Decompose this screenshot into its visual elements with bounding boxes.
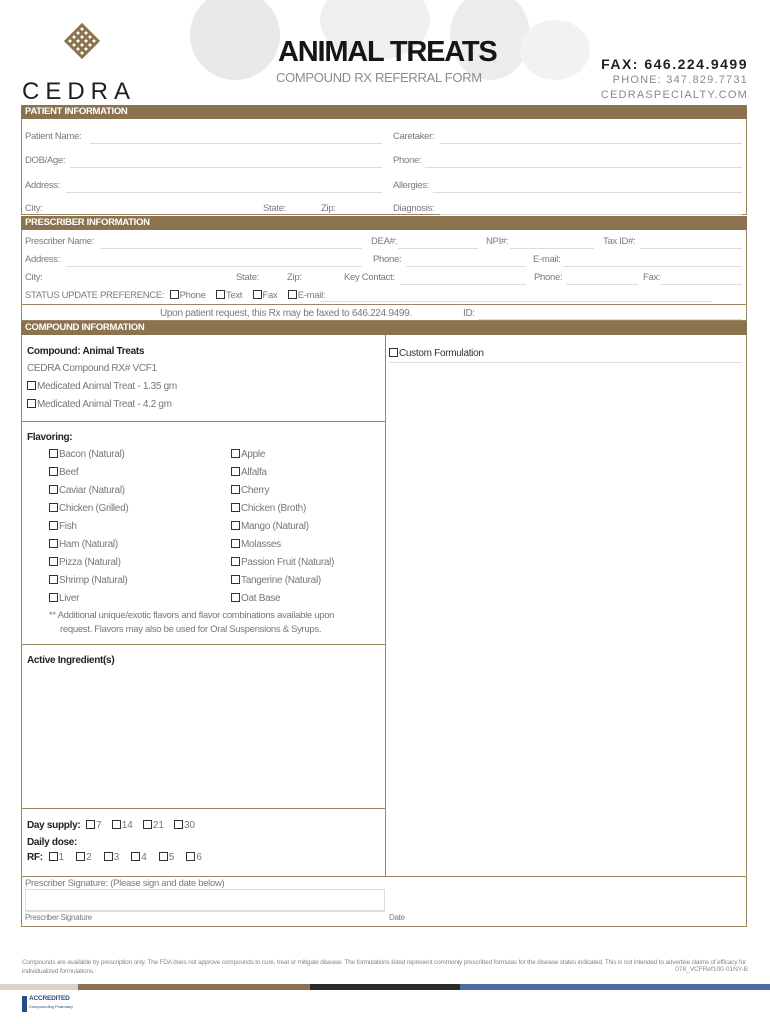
day-supply-value: 30 — [183, 820, 196, 831]
date-input[interactable] — [389, 889, 742, 911]
form-title: ANIMAL TREATS — [278, 36, 497, 68]
flavor-label: Chicken (Grilled) — [59, 503, 129, 514]
patient-name-input[interactable] — [90, 143, 382, 144]
rf-label: RF: — [27, 852, 43, 863]
flavor-label: Mango (Natural) — [241, 521, 309, 532]
custom-formulation-label: Custom Formulation — [399, 348, 484, 359]
status-email-checkbox[interactable] — [288, 290, 297, 299]
patient-state-label: State: — [263, 203, 287, 214]
refill-checkbox-4[interactable] — [159, 852, 168, 861]
date-caption: Date — [389, 913, 405, 922]
refill-value: 4 — [141, 852, 147, 863]
dob-input[interactable] — [70, 167, 382, 168]
prescriber-city-label: City: — [25, 272, 43, 283]
refill-value: 2 — [86, 852, 92, 863]
prescriber-address-input[interactable] — [66, 266, 362, 267]
day-supply-value: 21 — [152, 820, 164, 831]
flavor-label: Tangerine (Natural) — [241, 575, 321, 586]
patient-city-label: City: — [25, 203, 43, 214]
flavor-checkbox[interactable] — [231, 503, 240, 512]
refill-value: 3 — [113, 852, 120, 863]
prescriber-name-input[interactable] — [100, 248, 362, 249]
prescriber-name-label: Prescriber Name: — [25, 236, 95, 247]
contact-phone-input[interactable] — [566, 284, 638, 285]
refill-checkbox-1[interactable] — [76, 852, 85, 861]
npi-label: NPI#: — [486, 236, 509, 247]
flavor-option-right-0 — [231, 449, 265, 460]
flavor-option-right-5 — [231, 539, 281, 550]
day-supply-value: 14 — [121, 820, 133, 831]
flavor-option-left-2 — [49, 485, 125, 496]
badge-icon — [22, 996, 27, 1012]
flavor-label: Caviar (Natural) — [59, 485, 125, 496]
divider — [21, 876, 747, 877]
flavor-checkbox[interactable] — [49, 467, 58, 476]
flavor-label: Chicken (Broth) — [241, 503, 306, 514]
cedra-lattice-icon — [62, 22, 102, 60]
patient-section-header: PATIENT INFORMATION — [21, 105, 747, 119]
daily-dose-label: Daily dose: — [27, 837, 78, 848]
flavor-option-left-8 — [49, 593, 79, 604]
flavor-note-line2: request. Flavors may also be used for Oral Suspensions & Syrups. — [60, 624, 322, 635]
status-fax-checkbox[interactable] — [253, 290, 262, 299]
prescriber-email-input[interactable] — [563, 266, 742, 267]
flavor-label: Bacon (Natural) — [59, 449, 125, 460]
signature-line — [25, 911, 385, 912]
refill-value: 6 — [196, 852, 202, 863]
patient-phone-label: Phone: — [393, 155, 422, 166]
treat-option-1-label: Medicated Animal Treat - 1.35 gm — [37, 381, 177, 392]
custom-formulation — [389, 348, 484, 359]
flavor-checkbox[interactable] — [49, 539, 58, 548]
flavor-checkbox[interactable] — [231, 521, 240, 530]
footer-stripe — [310, 984, 460, 990]
active-ingredients-input[interactable] — [27, 670, 379, 804]
status-text-checkbox[interactable] — [216, 290, 225, 299]
flavor-label: Cherry — [241, 485, 270, 496]
patient-name-label: Patient Name: — [25, 131, 82, 142]
brand-logo-text: CEDRA — [22, 78, 137, 105]
dob-label: DOB/Age: — [25, 155, 66, 166]
flavor-checkbox[interactable] — [49, 593, 58, 602]
allergies-input[interactable] — [433, 192, 742, 193]
status-fax-label: Fax — [262, 290, 278, 301]
patient-address-input[interactable] — [66, 192, 382, 193]
prescriber-phone-input[interactable] — [406, 266, 526, 267]
refill-checkbox-3[interactable] — [131, 852, 140, 861]
active-ingredients-label: Active Ingredient(s) — [27, 655, 115, 666]
day-supply-checkbox-1[interactable] — [112, 820, 121, 829]
flavor-checkbox[interactable] — [49, 521, 58, 530]
flavor-label: Apple — [241, 449, 266, 460]
diagnosis-label: Diagnosis: — [393, 203, 435, 214]
flavor-option-left-3 — [49, 503, 128, 514]
treat-option-1 — [27, 381, 177, 392]
flavor-label: Beef — [59, 467, 79, 478]
day-supply-label: Day supply: — [27, 820, 81, 831]
prescriber-address-label: Address: — [25, 254, 61, 265]
contact-fax-input[interactable] — [660, 284, 742, 285]
refill-value: 5 — [168, 852, 175, 863]
diagnosis-input[interactable] — [440, 214, 742, 215]
footer-stripe — [78, 984, 310, 990]
flavor-checkbox[interactable] — [49, 557, 58, 566]
form-subtitle: COMPOUND RX REFERRAL FORM — [276, 70, 482, 85]
refill-value: 1 — [58, 852, 65, 863]
contact-fax-label: Fax: — [643, 272, 661, 283]
prescriber-zip-label: Zip: — [287, 272, 302, 283]
flavor-label: Shrimp (Natural) — [59, 575, 128, 586]
status-email-input[interactable] — [320, 301, 712, 302]
signature-input[interactable] — [25, 889, 385, 911]
refill-checkbox-2[interactable] — [104, 852, 113, 861]
treat-option-2 — [27, 399, 172, 410]
flavor-option-right-2 — [231, 485, 269, 496]
id-label: ID: — [463, 308, 475, 319]
signature-caption: Prescriber Signature — [25, 913, 92, 922]
prescriber-email-label: E-mail: — [533, 254, 561, 265]
flavor-label: Alfalfa — [241, 467, 267, 478]
patient-phone-input[interactable] — [425, 167, 742, 168]
footer-disclaimer: Compounds are available by prescription only. The FDA does not approve compounds to cure, treat or mitigate disease. The formulations listed represent commonly prescribed formulas for the disease states indicated. This is not intended to advertise claims of efficacy for individualized formulations. — [22, 959, 746, 975]
status-phone-checkbox[interactable] — [170, 290, 179, 299]
custom-formulation-input[interactable] — [389, 362, 742, 363]
day-supply-checkbox-2[interactable] — [143, 820, 152, 829]
footer-stripe — [460, 984, 770, 990]
divider — [21, 421, 385, 422]
flavor-option-right-7 — [231, 575, 321, 586]
refills — [27, 852, 202, 863]
fax-number: FAX: 646.224.9499 — [601, 56, 748, 72]
flavor-option-left-4 — [49, 521, 77, 532]
flavor-checkbox[interactable] — [231, 449, 240, 458]
flavor-label: Liver — [59, 593, 80, 604]
treat-option-1-checkbox[interactable] — [27, 381, 36, 390]
custom-formulation-checkbox[interactable] — [389, 348, 398, 357]
taxid-input[interactable] — [640, 248, 742, 249]
status-text-label: Text — [225, 290, 243, 301]
id-input[interactable] — [478, 319, 742, 320]
status-phone-label: Phone — [179, 290, 206, 301]
refill-checkbox-0[interactable] — [49, 852, 58, 861]
flavor-checkbox[interactable] — [49, 485, 58, 494]
compound-section-header: COMPOUND INFORMATION — [21, 321, 747, 335]
treat-option-2-label: Medicated Animal Treat - 4.2 gm — [37, 399, 172, 410]
patient-address-label: Address: — [25, 180, 61, 191]
flavor-option-right-3 — [231, 503, 306, 514]
divider — [21, 808, 385, 809]
prescriber-state-label: State: — [236, 272, 260, 283]
badge-subtitle: Compounding Pharmacy — [29, 1004, 74, 1009]
refill-checkbox-5[interactable] — [186, 852, 195, 861]
flavor-option-right-8 — [231, 593, 280, 604]
dea-input[interactable] — [398, 248, 478, 249]
prescriber-phone-label: Phone: — [373, 254, 402, 265]
flavor-checkbox[interactable] — [231, 467, 240, 476]
flavor-checkbox[interactable] — [231, 539, 240, 548]
flavor-label: Pizza (Natural) — [59, 557, 121, 568]
contact-phone-label: Phone: — [534, 272, 563, 283]
flavor-label: Molasses — [241, 539, 281, 550]
allergies-label: Allergies: — [393, 180, 430, 191]
status-email-label: E-mail: — [297, 290, 326, 301]
divider — [21, 644, 385, 645]
flavor-label: Oat Base — [241, 593, 281, 604]
day-supply-value: 7 — [96, 820, 102, 831]
flavor-option-right-1 — [231, 467, 267, 478]
badge-title: ACCREDITED — [29, 995, 70, 1002]
website: CEDRASPECIALTY.COM — [600, 89, 748, 101]
flavor-checkbox[interactable] — [49, 503, 58, 512]
compound-label: Compound: Animal Treats — [27, 346, 145, 357]
flavor-label: Passion Fruit (Natural) — [241, 557, 335, 568]
signature-instructions: Prescriber Signature: (Please sign and date below) — [25, 878, 225, 889]
status-preference — [25, 290, 325, 301]
treat-option-2-checkbox[interactable] — [27, 399, 36, 408]
flavor-checkbox[interactable] — [231, 593, 240, 602]
column-divider — [385, 335, 386, 876]
day-supply-checkbox-0[interactable] — [86, 820, 95, 829]
flavor-option-left-6 — [49, 557, 121, 568]
flavor-label: Ham (Natural) — [59, 539, 118, 550]
caretaker-label: Caretaker: — [393, 131, 435, 142]
flavor-note-line1: ** Additional unique/exotic flavors and flavor combinations available upon — [49, 610, 335, 621]
flavor-option-left-5 — [49, 539, 118, 550]
flavor-option-right-4 — [231, 521, 309, 532]
prescriber-section-header: PRESCRIBER INFORMATION — [21, 216, 747, 230]
flavor-checkbox[interactable] — [231, 485, 240, 494]
caretaker-input[interactable] — [440, 143, 742, 144]
taxid-label: Tax ID#: — [603, 236, 636, 247]
divider — [21, 304, 747, 305]
flavor-option-left-1 — [49, 467, 78, 478]
rx-number: CEDRA Compound RX# VCF1 — [27, 363, 157, 374]
flavor-checkbox[interactable] — [231, 575, 240, 584]
key-contact-label: Key Contact: — [344, 272, 395, 283]
day-supply-checkbox-3[interactable] — [174, 820, 183, 829]
flavor-checkbox[interactable] — [231, 557, 240, 566]
form-code: 078_VCFRef100-01NY-B — [675, 966, 748, 973]
patient-zip-label: Zip: — [321, 203, 336, 214]
flavor-checkbox[interactable] — [49, 449, 58, 458]
flavor-option-left-0 — [49, 449, 125, 460]
flavor-checkbox[interactable] — [49, 575, 58, 584]
phone-number: PHONE: 347.829.7731 — [612, 74, 748, 86]
npi-input[interactable] — [510, 248, 594, 249]
day-supply — [27, 820, 195, 831]
flavor-label: Fish — [59, 521, 77, 532]
flavor-option-left-7 — [49, 575, 128, 586]
flavoring-label: Flavoring: — [27, 432, 73, 443]
status-preference-label: STATUS UPDATE PREFERENCE: — [25, 290, 165, 301]
flavor-option-right-6 — [231, 557, 334, 568]
accreditation-badge — [22, 994, 74, 1016]
dea-label: DEA#: — [371, 236, 397, 247]
fax-note: Upon patient request, this Rx may be faxed to 646.224.9499. — [160, 308, 412, 319]
footer-stripe — [0, 984, 78, 990]
key-contact-input[interactable] — [400, 284, 526, 285]
